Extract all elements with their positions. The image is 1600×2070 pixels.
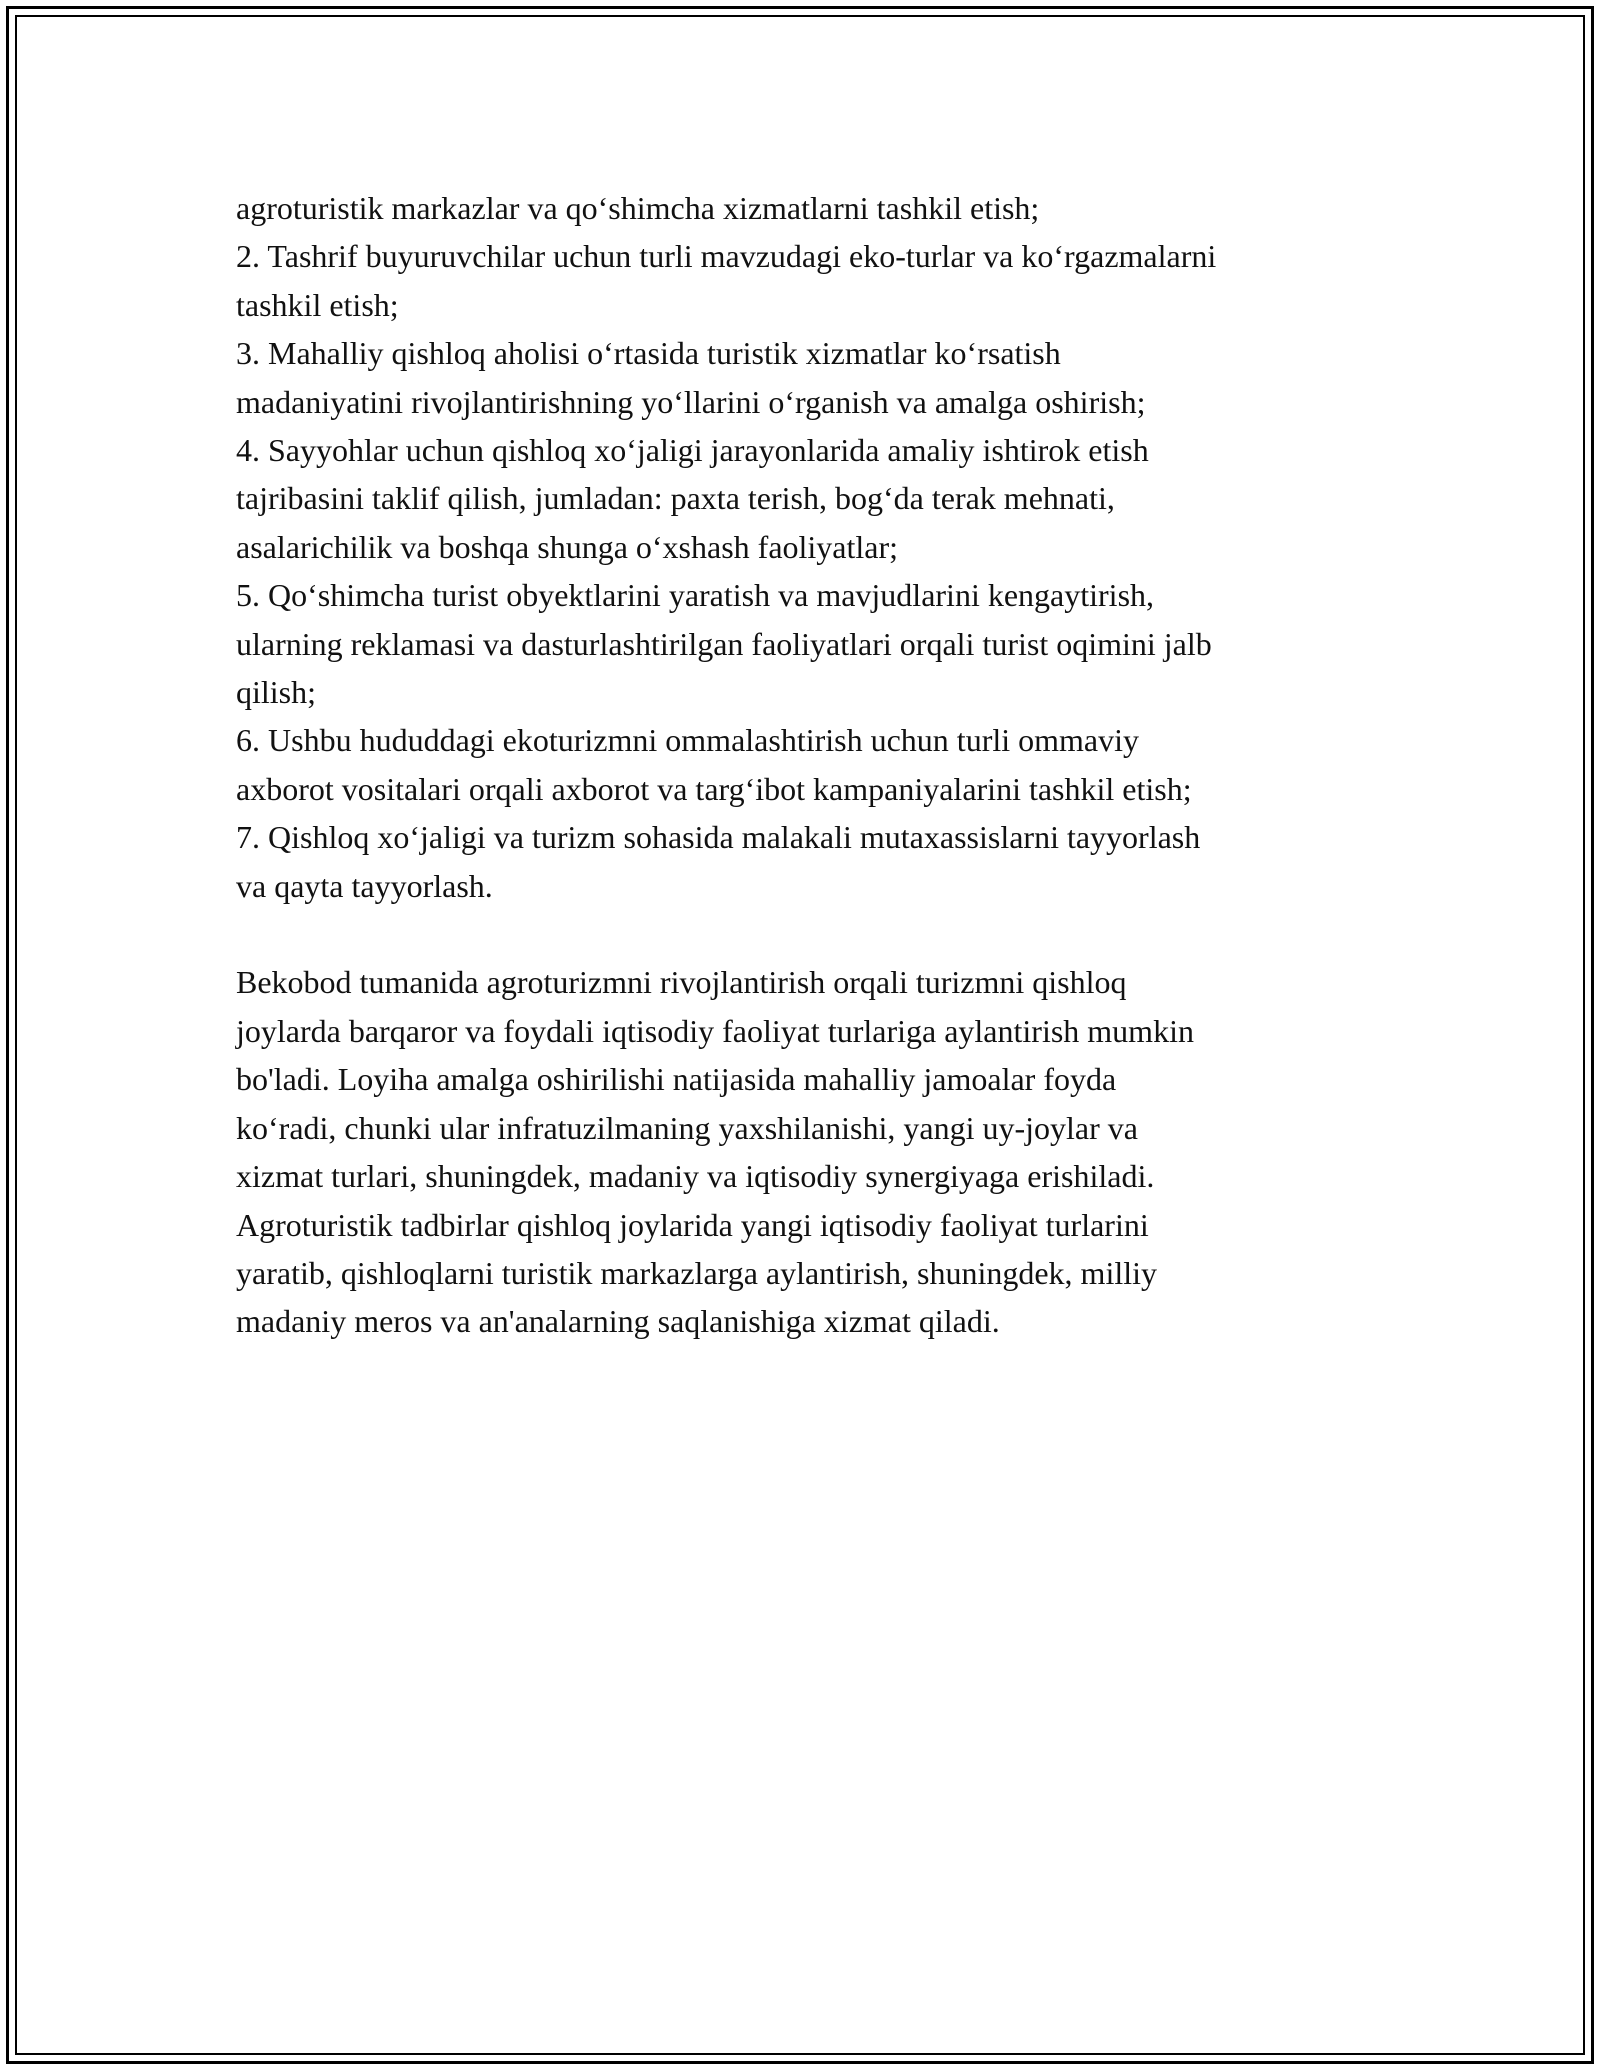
text-line: 6. Ushbu hududdagi ekoturizmni ommalashtirish uchun turli ommaviy [236,722,1139,759]
text-line: 3. Mahalliy qishloq aholisi o‘rtasida turistik xizmatlar ko‘rsatish [236,335,1061,372]
task-list [236,184,1376,910]
text-line: 2. Tashrif buyuruvchilar uchun turli mavzudagi eko-turlar va ko‘rgazmalarni [236,238,1217,275]
text-line: tashkil etish; [236,286,399,323]
text-line: 7. Qishloq xo‘jaligi va turizm sohasida malakali mutaxassislarni tayyorlash [236,819,1201,856]
text-line: 5. Qo‘shimcha turist obyektlarini yaratish va mavjudlarini kengaytirish, [236,577,1155,614]
text-line: asalarichilik va boshqa shunga o‘xshash faoliyatlar; [236,528,899,565]
text-line: madaniyatini rivojlantirishning yo‘llarini o‘rganish va amalga oshirish; [236,383,1146,420]
text-line: va qayta tayyorlash. [236,867,493,904]
paragraph-gap [236,910,1376,958]
text-line: axborot vositalari orqali axborot va targ‘ibot kampaniyalarini tashkil etish; [236,770,1192,807]
conclusion-paragraph [236,958,1376,1345]
document-body [236,184,1376,1346]
text-line: bo'ladi. Loyiha amalga oshirilishi natijasida mahalliy jamoalar foyda [236,1061,1117,1098]
text-line: agroturistik markazlar va qo‘shimcha xizmatlarni tashkil etish; [236,190,1040,226]
text-line: ko‘radi, chunki ular infratuzilmaning yaxshilanishi, yangi uy-joylar va [236,1109,1138,1146]
text-line: Agroturistik tadbirlar qishloq joylarida yangi iqtisodiy faoliyat turlarini [236,1206,1149,1243]
text-line: qilish; [236,674,317,711]
text-line: joylarda barqaror va foydali iqtisodiy faoliyat turlariga aylantirish mumkin [236,1012,1194,1049]
text-line: Bekobod tumanida agroturizmni rivojlantirish orqali turizmni qishloq [236,964,1127,1001]
text-line: madaniy meros va an'analarning saqlanishiga xizmat qiladi. [236,1303,1000,1340]
text-line: xizmat turlari, shuningdek, madaniy va iqtisodiy synergiyaga erishiladi. [236,1158,1155,1195]
text-line: tajribasini taklif qilish, jumladan: paxta terish, bog‘da terak mehnati, [236,480,1115,517]
text-line: yaratib, qishloqlarni turistik markazlarga aylantirish, shuningdek, milliy [236,1254,1157,1291]
text-line: ularning reklamasi va dasturlashtirilgan faoliyatlari orqali turist oqimini jalb [236,625,1212,662]
text-line: 4. Sayyohlar uchun qishloq xo‘jaligi jarayonlarida amaliy ishtirok etish [236,432,1149,469]
